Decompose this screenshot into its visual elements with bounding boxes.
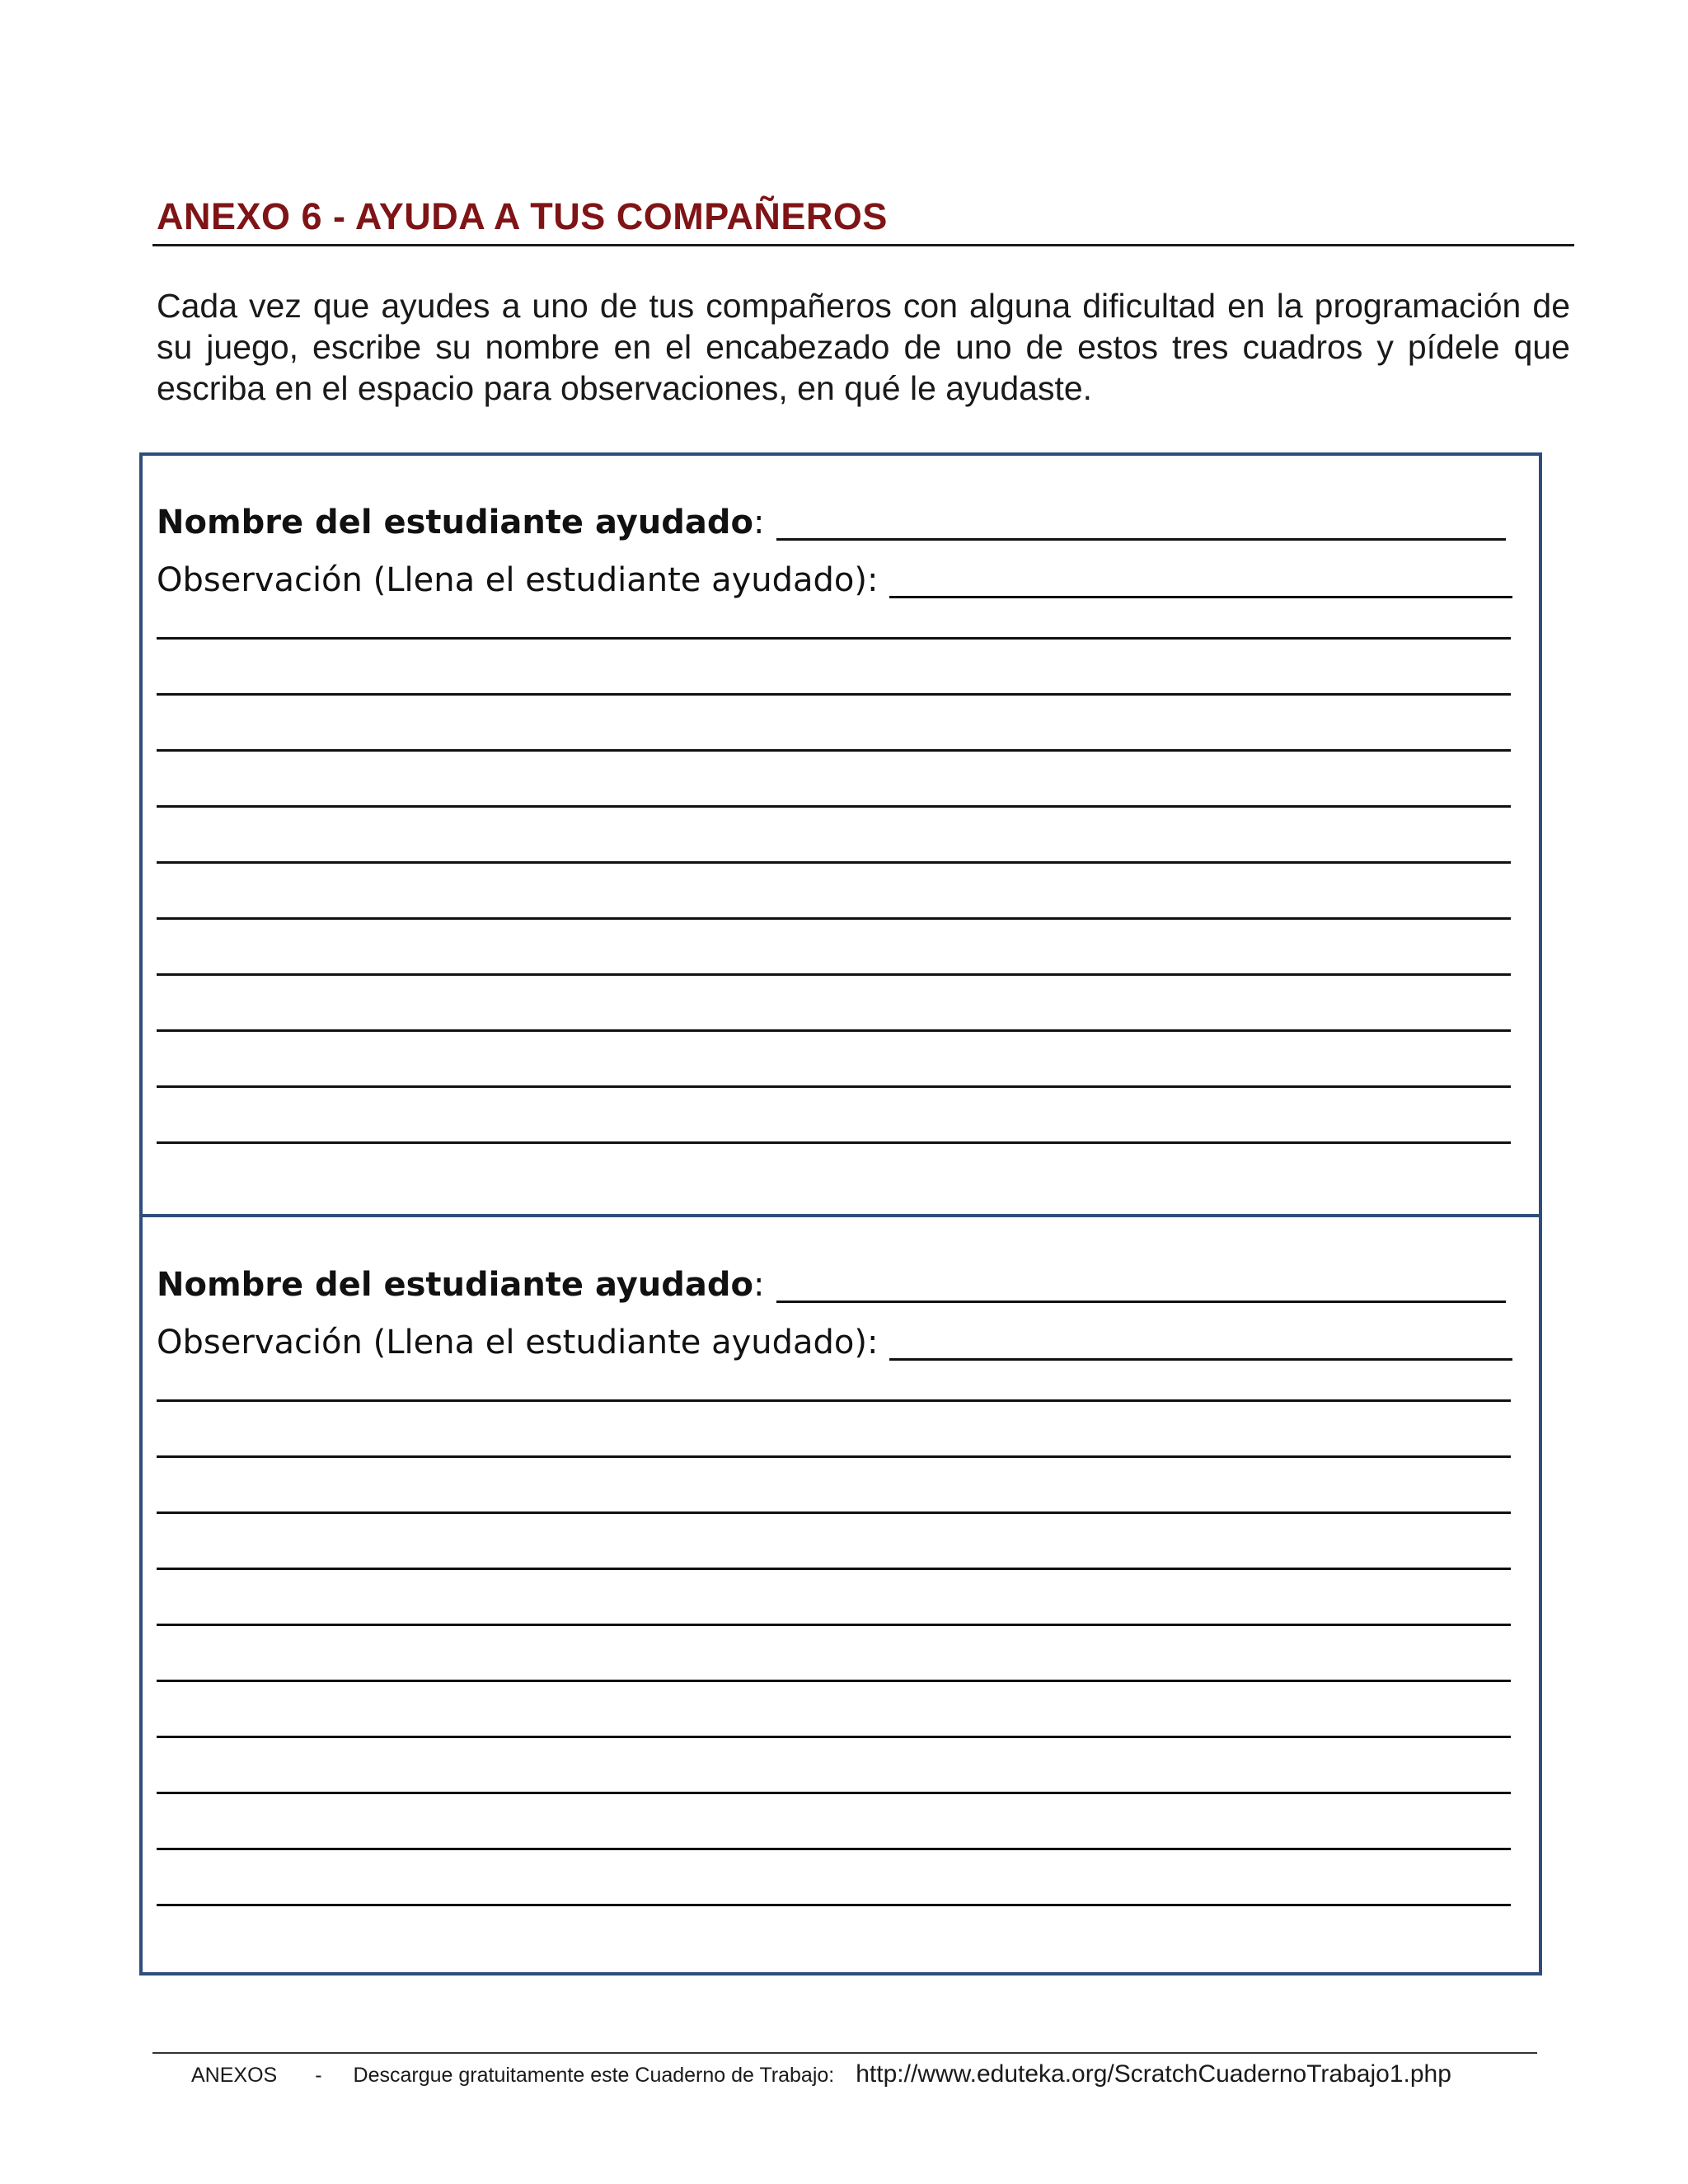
writing-line[interactable] — [157, 1680, 1511, 1682]
writing-line[interactable] — [157, 1736, 1511, 1738]
writing-line[interactable] — [157, 917, 1511, 920]
student-name-field[interactable] — [776, 1301, 1506, 1303]
observation-row — [157, 1313, 1512, 1362]
footer-url-link[interactable]: http://www.eduteka.org/ScratchCuadernoTrabajo1.php — [856, 2060, 1451, 2088]
writing-line[interactable] — [157, 1455, 1511, 1458]
footer-divider — [152, 2052, 1537, 2054]
writing-line[interactable] — [157, 1904, 1511, 1906]
title-underline — [152, 244, 1574, 246]
page-title: ANEXO 6 - AYUDA A TUS COMPAÑEROS — [157, 195, 888, 237]
student-name-label: Nombre del estudiante ayudado — [157, 1266, 754, 1304]
page-footer — [191, 2060, 1543, 2093]
writing-line[interactable] — [157, 1141, 1511, 1144]
writing-line[interactable] — [157, 1085, 1511, 1088]
student-name-row — [157, 1255, 1512, 1305]
writing-line[interactable] — [157, 805, 1511, 808]
writing-line[interactable] — [157, 749, 1511, 752]
student-name-field[interactable] — [776, 538, 1506, 541]
writing-line[interactable] — [157, 861, 1511, 864]
observation-label: Observación (Llena el estudiante ayudado): — [157, 1324, 879, 1361]
student-name-colon: : — [753, 504, 765, 541]
writing-line[interactable] — [157, 1792, 1511, 1794]
observation-field[interactable] — [889, 1358, 1512, 1361]
intro-paragraph: Cada vez que ayudes a uno de tus compañeros con alguna dificultad en la programación de su juego, escribe su nombre en el encabezado de uno de estos tres cuadros y pídele que escriba en el espacio para observaciones, en qué le ayudaste. — [157, 287, 1570, 407]
observation-row — [157, 551, 1512, 600]
help-form-1 — [157, 486, 1512, 1113]
student-name-label: Nombre del estudiante ayudado — [157, 504, 754, 541]
writing-line[interactable] — [157, 1511, 1511, 1514]
writing-line[interactable] — [157, 1029, 1511, 1032]
student-name-colon: : — [753, 1266, 765, 1304]
student-name-row — [157, 493, 1512, 542]
writing-line[interactable] — [157, 973, 1511, 976]
footer-separator: - — [315, 2064, 322, 2087]
footer-download-text: Descargue gratuitamente este Cuaderno de Trabajo: — [353, 2064, 835, 2087]
footer-section-label: ANEXOS — [191, 2064, 278, 2087]
observation-field[interactable] — [889, 596, 1512, 598]
writing-line[interactable] — [157, 637, 1511, 640]
writing-line[interactable] — [157, 693, 1511, 696]
worksheet-divider — [139, 1214, 1542, 1217]
writing-line[interactable] — [157, 1399, 1511, 1402]
writing-line[interactable] — [157, 1568, 1511, 1570]
help-form-2 — [157, 1249, 1512, 1875]
observation-label: Observación (Llena el estudiante ayudado): — [157, 561, 879, 599]
writing-line[interactable] — [157, 1624, 1511, 1626]
writing-line[interactable] — [157, 1848, 1511, 1850]
